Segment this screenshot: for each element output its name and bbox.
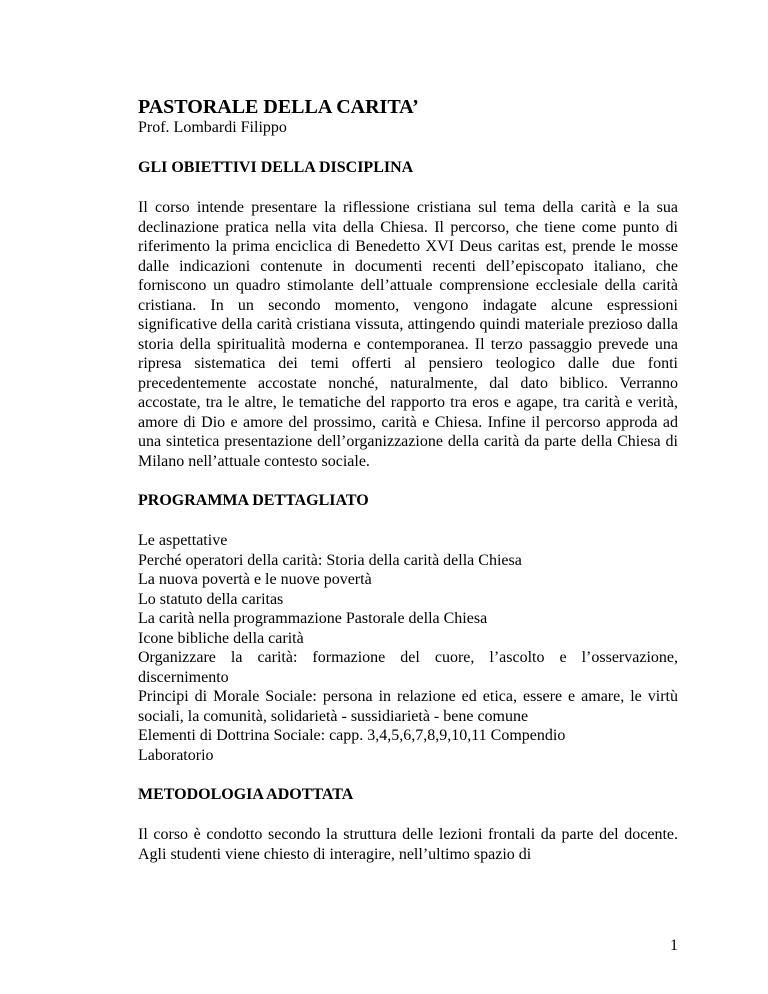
methodology-paragraph: Il corso è condotto secondo la struttura delle lezioni frontali da parte del docente. Agli studenti viene chiesto di interagire, nell’ultimo spazio di	[138, 826, 678, 863]
program-list-item: Principi di Morale Sociale: persona in relazione ed etica, essere e amare, le virtù sociali, la comunità, solidarietà - sussidiarietà - bene comune	[138, 688, 678, 725]
program-heading: PROGRAMMA DETTAGLIATO	[138, 492, 369, 509]
program-list-item: La carità nella programmazione Pastorale della Chiesa	[138, 610, 488, 627]
program-list-item: Elementi di Dottrina Sociale: capp. 3,4,5,6,7,8,9,10,11 Compendio	[138, 727, 566, 744]
page-number: 1	[670, 937, 678, 954]
program-list-item: Laboratorio	[138, 746, 214, 764]
document-page	[138, 96, 678, 884]
objectives-paragraph: Il corso intende presentare la riflessione cristiana sul tema della carità e la sua declinazione pratica nella vita della Chiesa. Il percorso, che tiene come punto di riferimento la prima enciclica di Benedetto XVI Deus caritas est, prende le mosse dalle indicazioni contenute in documenti recenti dell’episcopato italiano, che forniscono un quadro stimolante dell’attuale comprensione ecclesiale della carità cristiana. In un secondo momento, vengono indagate alcune espressioni significative della carità cristiana vissuta, attingendo quindi materiale prezioso dalla storia della spiritualità moderna e contemporanea. Il terzo passaggio prevede una ripresa sistematica dei temi offerti al pensiero teologico dalle due fonti precedentemente accostate nonché, naturalmente, dal dato biblico. Verranno accostate, tra le altre, le tematiche del rapporto tra eros e agape, tra carità e verità, amore di Dio e amore del prossimo, carità e Chiesa. Infine il percorso approda ad una sintetica presentazione dell’organizzazione della carità da parte della Chiesa di Milano nell’attuale contesto sociale.	[138, 199, 678, 470]
author-name: Prof. Lombardi Filippo	[138, 119, 287, 136]
program-list-item: La nuova povertà e le nuove povertà	[138, 571, 372, 588]
objectives-heading: GLI OBIETTIVI DELLA DISCIPLINA	[138, 159, 414, 176]
methodology-heading: METODOLOGIA ADOTTATA	[138, 786, 354, 803]
program-list-item: Le aspettative	[138, 532, 228, 549]
program-list	[138, 531, 678, 765]
program-list-item: Lo statuto della caritas	[138, 590, 284, 608]
program-list-item: Organizzare la carità: formazione del cuore, l’ascolto e l’osservazione, discernimento	[138, 649, 678, 686]
document-title: PASTORALE DELLA CARITA’	[138, 96, 419, 118]
program-list-item: Perché operatori della carità: Storia della carità della Chiesa	[138, 551, 522, 569]
program-list-item: Icone bibliche della carità	[138, 629, 304, 647]
